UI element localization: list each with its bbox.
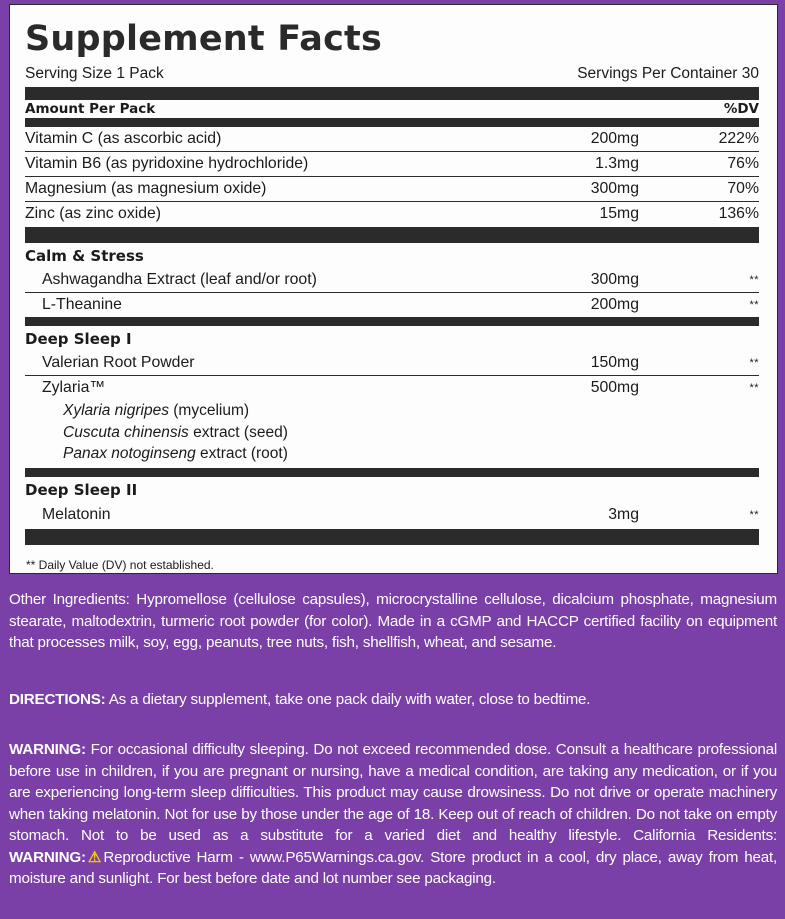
- section-title-deep-sleep-2: Deep Sleep II: [25, 480, 138, 499]
- table-row: L-Theanine 200mg **: [42, 296, 759, 313]
- divider-medium: [25, 468, 759, 477]
- warning-text-2: Reproductive Harm - www.P65Warnings.ca.gov. Store product in a cool, dry place, away from heat, moisture and sunlight. For best before date and lot number see packaging.: [9, 848, 777, 887]
- sub-ingredient: Xylaria nigripes (mycelium): [63, 402, 250, 419]
- divider-thick: [25, 529, 759, 545]
- dv-header: %DV: [723, 101, 759, 117]
- amount-header: Amount Per Pack: [25, 101, 156, 117]
- table-row: Vitamin B6 (as pyridoxine hydrochloride) 1.3mg 76%: [25, 155, 759, 172]
- serving-size: Serving Size 1 Pack: [25, 65, 164, 82]
- divider-medium: [25, 118, 759, 127]
- panel-title: Supplement Facts: [25, 19, 382, 59]
- table-row: Magnesium (as magnesium oxide) 300mg 70%: [25, 180, 759, 197]
- table-row: Ashwagandha Extract (leaf and/or root) 300mg **: [42, 271, 759, 288]
- warning: [9, 739, 777, 890]
- warning-text: For occasional difficulty sleeping. Do not exceed recommended dose. Consult a healthcare professional before use in children, if you are pregnant or nursing, have a medical condition, are taking any medication, or if you are experiencing long-term sleep difficulties. This product may cause drowsiness. Do not drive or operate machinery when taking melatonin. Not for use by those under the age of 18. Keep out of reach of children. Do not take on empty stomach. Not to be used as a substitute for a varied diet and healthy lifestyle. California Residents:: [9, 741, 777, 844]
- sub-ingredient: Panax notoginseng extract (root): [63, 445, 288, 462]
- divider-thick: [25, 227, 759, 243]
- table-row: Zylaria™ 500mg **: [42, 379, 759, 396]
- divider-medium: [25, 317, 759, 326]
- section-title-calm: Calm & Stress: [25, 247, 144, 265]
- section-title-deep-sleep-1: Deep Sleep I: [25, 330, 132, 348]
- other-ingredients: Other Ingredients: Hypromellose (cellulose capsules), microcrystalline cellulose, dicalcium phosphate, magnesium stearate, maltodextrin, turmeric root powder (for color). Made in a cGMP and HACCP certified facility on equipment that processes milk, soy, egg, peanuts, tree nuts, fish, shellfish, wheat, and sesame.: [9, 591, 777, 651]
- divider-thick: [25, 87, 759, 100]
- directions-text: As a dietary supplement, take one pack daily with water, close to bedtime.: [105, 691, 591, 708]
- table-row: Vitamin C (as ascorbic acid) 200mg 222%: [25, 130, 759, 147]
- warning-triangle-icon: ⚠: [85, 848, 104, 866]
- directions: [9, 689, 777, 711]
- table-row: Zinc (as zinc oxide) 15mg 136%: [25, 205, 759, 222]
- serving-info: [25, 64, 759, 84]
- table-row: Melatonin 3mg **: [42, 505, 759, 523]
- sub-ingredient: Cuscuta chinensis extract (seed): [63, 423, 288, 441]
- table-row: Valerian Root Powder 150mg **: [42, 354, 759, 371]
- warning-label-2: WARNING:: [9, 848, 86, 866]
- amount-header-row: [25, 100, 759, 118]
- supplement-facts-panel: [9, 4, 778, 574]
- servings-per-container: Servings Per Container 30: [577, 65, 759, 82]
- footnote: ** Daily Value (DV) not established.: [26, 557, 214, 572]
- directions-label: DIRECTIONS:: [9, 691, 106, 708]
- warning-label: WARNING:: [9, 741, 86, 758]
